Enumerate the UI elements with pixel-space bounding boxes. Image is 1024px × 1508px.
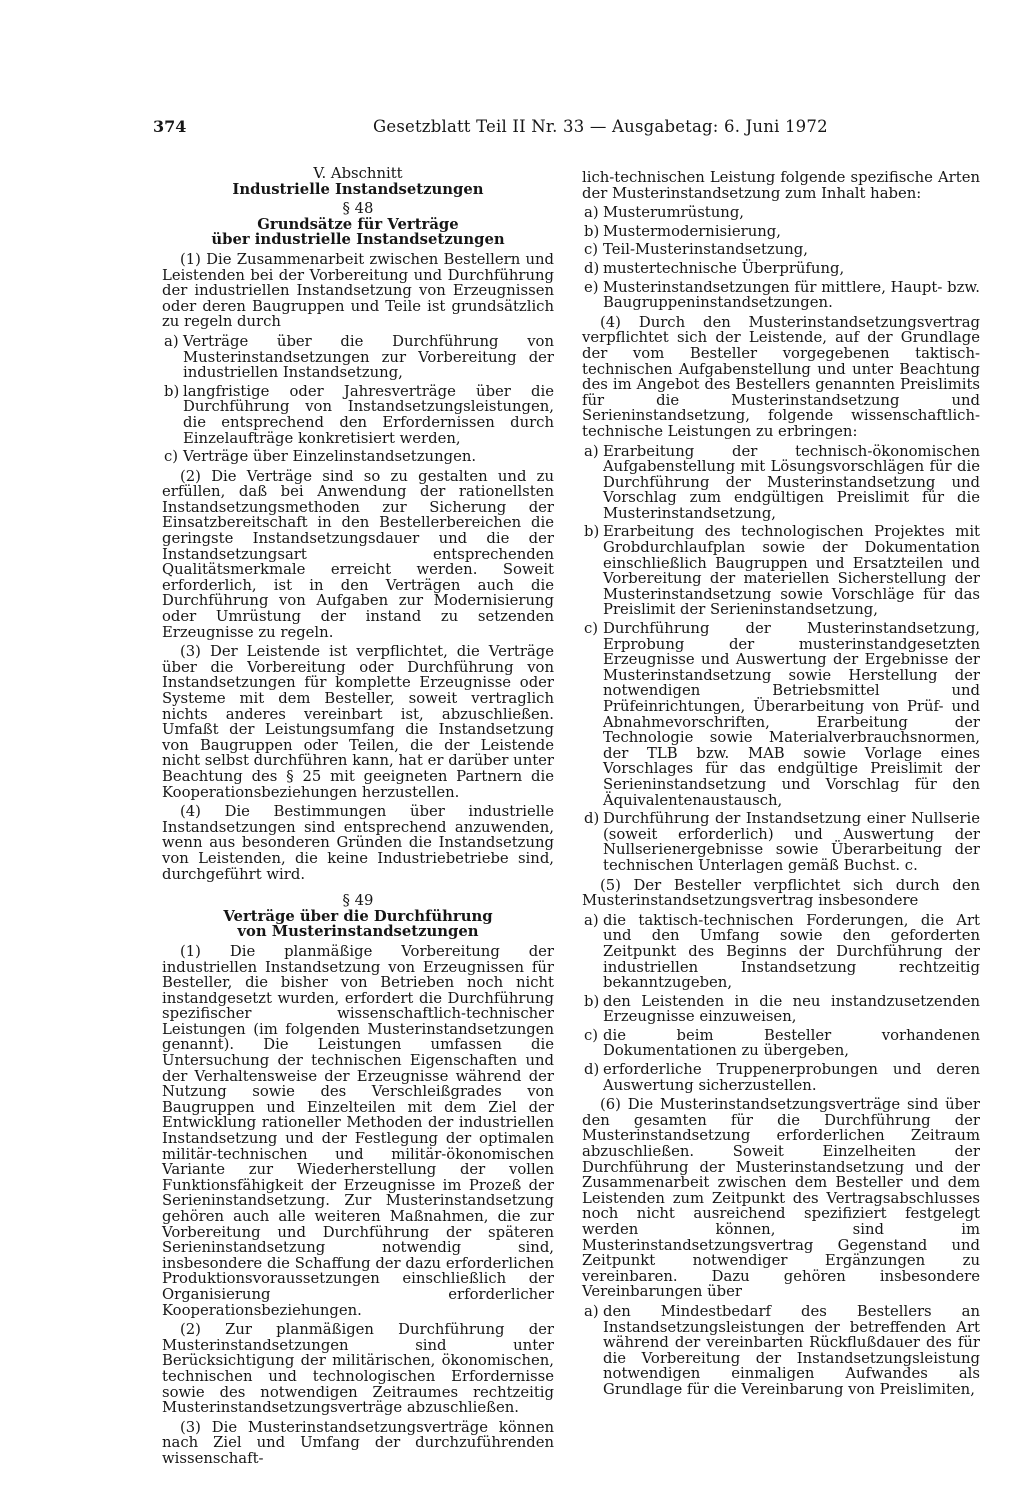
list-item-text: die taktisch-technischen Forderungen, die Art und den Umfang sowie den geforderten Zeitpunkt des Beginns der Durchführung der industriellen Instandsetzung rechtzeitig bekanntzugeben, [603,911,980,992]
list-item [582,261,980,277]
section-title: Industrielle Instandsetzungen [232,180,484,198]
paragraph-49-title-line-2: von Musterinstandsetzungen [237,923,479,941]
list-item-label: a) [164,332,179,350]
list-item [582,913,980,991]
list-item-text: Erarbeitung des technologischen Projektes mit Grobdurchlaufplan sowie der Dokumentation einschließlich Baugruppen und Ersatzteilen und Vorbereitung der materiellen Sicherstellung der Musterinstandsetzung sowie Vorschläge für das Preislimit der Serieninstandsetzung, [603,523,980,619]
list-item-label: b) [164,382,180,400]
list-item [582,1062,980,1093]
list-item-label: e) [584,278,599,296]
list-item [582,224,980,240]
list-item-label: a) [584,911,599,929]
list-item [582,811,980,873]
list-item [582,1028,980,1059]
paragraph-number-49: § 49 [342,892,374,910]
list-item-text: langfristige oder Jahresverträge über die Durchführung von Instandsetzungsleistungen, die entsprechend den Erfordernissen durch Einzelaufträge konkretisiert werden, [183,382,554,447]
list-item [162,449,554,465]
paragraph-49-title-line-1: Verträge über die Durchführung [223,907,493,925]
list-item-text: Mustermodernisierung, [603,222,781,240]
list-item-text: Durchführung der Instandsetzung einer Nullserie (soweit erforderlich) und Auswertung der Nullserienergebnisse sowie Überarbeitung der technischen Unterlagen gemäß Buchst. c. [603,810,980,874]
p49-list-4 [582,444,980,874]
p49-subsection-3: (3) Die Musterinstandsetzungsverträge können nach Ziel und Umfang der durchzuführenden wissenschaft- [162,1418,554,1467]
list-item-text: Verträge über die Durchführung von Musterinstandsetzungen zur Vorbereitung der industriellen Instandsetzung, [183,332,554,382]
list-item [582,994,980,1025]
list-item-label: c) [584,1026,599,1044]
list-item [162,334,554,381]
list-item-text: Musterinstandsetzungen für mittlere, Haupt- bzw. Baugruppeninstandsetzungen. [603,278,980,312]
list-item-text: Durchführung der Musterinstandsetzung, Erprobung der musterinstandgesetzten Erzeugnisse und Auswertung der Ergebnisse der Musterinstandsetzung sowie Herstellung der notwendigen Betriebsmittel und Prüfeinrichtungen, Überarbeitung von Prüf- und Abnahmevorschriften, Erarbeitung der Technologie sowie Materialverbrauchsnormen, der TLB bzw. MAB sowie Vorlage eines Vorschlages für das endgültige Preislimit der Serieninstandsetzung und Vorschlag für den Äquivalentenaustausch, [603,620,980,809]
list-item [582,205,980,221]
p48-subsection-1: (1) Die Zusammenarbeit zwischen Bestellern und Leistenden bei der Vorbereitung und Durchführung der industriellen Instandsetzung von Erzeugnissen oder deren Baugruppen und Teile ist grundsätzlich zu regeln durch [162,250,554,331]
list-item-text: mustertechnische Überprüfung, [603,259,845,277]
p49-subsection-1: (1) Die planmäßige Vorbereitung der industriellen Instandsetzung von Erzeugnissen für Besteller, die bisher von Betrieben noch nicht instandgesetzt wurden, erfordert die Durchführung spezifischer wissenschaftlich-technischer Leistungen (im folgenden Musterinstandsetzungen genannt). Die Leistungen umfassen die Untersuchung der technischen Eigenschaften und der Verhaltensweise der Erzeugnisse während der Nutzung sowie des Verschleißgrades von Baugruppen und Einzelteilen mit dem Ziel der Entwicklung rationeller Methoden der industriellen Instandsetzung und der Festlegung der optimalen militär-technischen und militär-ökonomischen Variante zur Wiederherstellung der vollen Funktionsfähigkeit der Erzeugnisse im Prozeß der Serieninstandsetzung. Zur Musterinstandsetzung gehören auch alle weiteren Maßnahmen, die zur Vorbereitung und Durchführung der späteren Serieninstandsetzung notwendig sind, insbesondere die Schaffung der dazu erforderlichen Produktionsvoraussetzungen einschließlich der Organisierung erforderlicher Kooperationsbeziehungen. [162,942,554,1319]
list-item-text: Teil-Musterinstandsetzung, [603,241,808,259]
list-item-label: b) [584,222,600,240]
list-item-label: d) [584,810,600,828]
p49-subsection-3-continued: lich-technischen Leistung folgende spezifische Arten der Musterinstandsetzung zum Inhalt haben: [582,169,980,202]
list-item [582,242,980,258]
p49-subsection-4: (4) Durch den Musterinstandsetzungsvertrag verpflichtet sich der Leistende, auf der Grundlage der vom Besteller vorgegebenen taktisch-technischen Aufgabenstellung und unter Beachtung des im Angebot des Bestellers genannten Preislimits für die Musterinstandsetzung und Serieninstandsetzung, folgende wissenschaftlich-technische Leistungen zu erbringen: [582,313,980,440]
running-title: Gesetzblatt Teil II Nr. 33 — Ausgabetag: 6. Juni 1972 [373,117,828,136]
list-item-label: c) [164,448,179,466]
list-item-text: Erarbeitung der technisch-ökonomischen Aufgabenstellung mit Lösungsvorschlägen für die Durchführung der Musterinstandsetzung und Vorschlag zum endgültigen Preislimit für die Musterinstandsetzung, [603,442,980,522]
p49-subsection-5: (5) Der Besteller verpflichtet sich durch den Musterinstandsetzungsvertrag insbesondere [582,876,980,910]
list-item-text: Musterumrüstung, [603,204,744,222]
p48-subsection-4: (4) Die Bestimmungen über industrielle Instandsetzungen sind entsprechend anzuwenden, wenn aus besonderen Gründen die Instandsetzung von Leistenden, die keine Industriebetriebe sind, durchgeführt wird. [162,803,554,883]
section-heading: V. Abschnitt [313,165,403,182]
p49-subsection-6: (6) Die Musterinstandsetzungsverträge sind über den gesamten für die Durchführung der Musterinstandsetzung erforderlichen Zeitraum abzuschließen. Soweit Einzelheiten der Durchführung der Musterinstandsetzung und der Zusammenarbeit zwischen dem Besteller und dem Leistenden zum Zeitpunkt des Vertragsabschlusses noch nicht ausreichend spezifiziert festgelegt werden können, sind im Musterinstandsetzungsvertrag Gegenstand und Zeitpunkt notwendiger Ergänzungen zu vereinbaren. Dazu gehören insbesondere Vereinbarungen über [582,1096,980,1301]
p48-list-1 [162,334,554,465]
list-item-label: d) [584,1061,600,1079]
list-item-label: d) [584,259,600,277]
paragraph-48-title-line-1: Grundsätze für Verträge [257,215,459,233]
p49-list-5 [582,913,980,1094]
list-item [162,384,554,446]
list-item-text: den Leistenden in die neu instandzusetzenden Erzeugnisse einzuweisen, [603,992,980,1026]
list-item [582,1304,980,1398]
p49-list-6 [582,1304,980,1398]
list-item-label: a) [584,204,599,222]
p49-subsection-2: (2) Zur planmäßigen Durchführung der Musterinstandsetzungen sind unter Berücksichtigung der militärischen, ökonomischen, technischen und technologischen Erfordernisse sowie des notwendigen Zeitraumes rechtzeitig Musterinstandsetzungsverträge abzuschließen. [162,1321,554,1417]
list-item-label: c) [584,620,599,638]
page-header [153,117,983,141]
list-item-label: b) [584,523,600,541]
list-item [582,444,980,522]
list-item [582,524,980,618]
list-item [582,621,980,808]
p48-subsection-3: (3) Der Leistende ist verpflichtet, die Verträge über die Vorbereitung oder Durchführung von Instandsetzungen für komplette Erzeugnisse oder Systeme mit dem Besteller, soweit vertraglich nichts anderes vereinbart ist, abzuschließen. Umfaßt der Leistungsumfang die Instandsetzung von Baugruppen oder Teilen, die der Leistende nicht selbst durchführen kann, hat er darüber unter Beachtung des § 25 mit geeigneten Partnern die Kooperationsbeziehungen herzustellen. [162,643,554,801]
paragraph-number-48: § 48 [342,200,374,218]
list-item-label: a) [584,442,599,460]
list-item [582,280,980,311]
right-column [582,166,980,1398]
list-item-text: erforderliche Truppenerprobungen und deren Auswertung sicherzustellen. [603,1061,980,1094]
p49-list-3 [582,205,980,311]
list-item-text: Verträge über Einzelinstandsetzungen. [183,448,477,466]
list-item-label: c) [584,241,599,259]
p48-subsection-2: (2) Die Verträge sind so zu gestalten und zu erfüllen, daß bei Anwendung der rationellsten Instandsetzungsmethoden zur Sicherung der Einsatzbereitschaft in den Bestellerbereichen die geringste Instandsetzungsdauer und die der Instandsetzungsart entsprechenden Qualitätsmerkmale erreicht werden. Soweit erforderlich, ist in den Verträgen auch die Durchführung von Aufgaben zur Modernisierung oder Umrüstung der instand zu setzenden Erzeugnisse zu regeln. [162,467,554,641]
left-column [162,166,554,1467]
page-number: 374 [153,117,187,136]
list-item-text: die beim Besteller vorhandenen Dokumentationen zu übergeben, [603,1026,980,1060]
paragraph-48-title-line-2: über industrielle Instandsetzungen [211,231,505,249]
list-item-label: a) [584,1302,599,1320]
list-item-text: den Mindestbedarf des Bestellers an Instandsetzungsleistungen der betreffenden Art während der vereinbarten Rückflußdauer des für die Vorbereitung der Instandsetzungsleistung notwendigen einmaligen Aufwandes als Grundlage für die Vereinbarung von Preislimiten, [603,1302,980,1398]
list-item-label: b) [584,992,600,1010]
